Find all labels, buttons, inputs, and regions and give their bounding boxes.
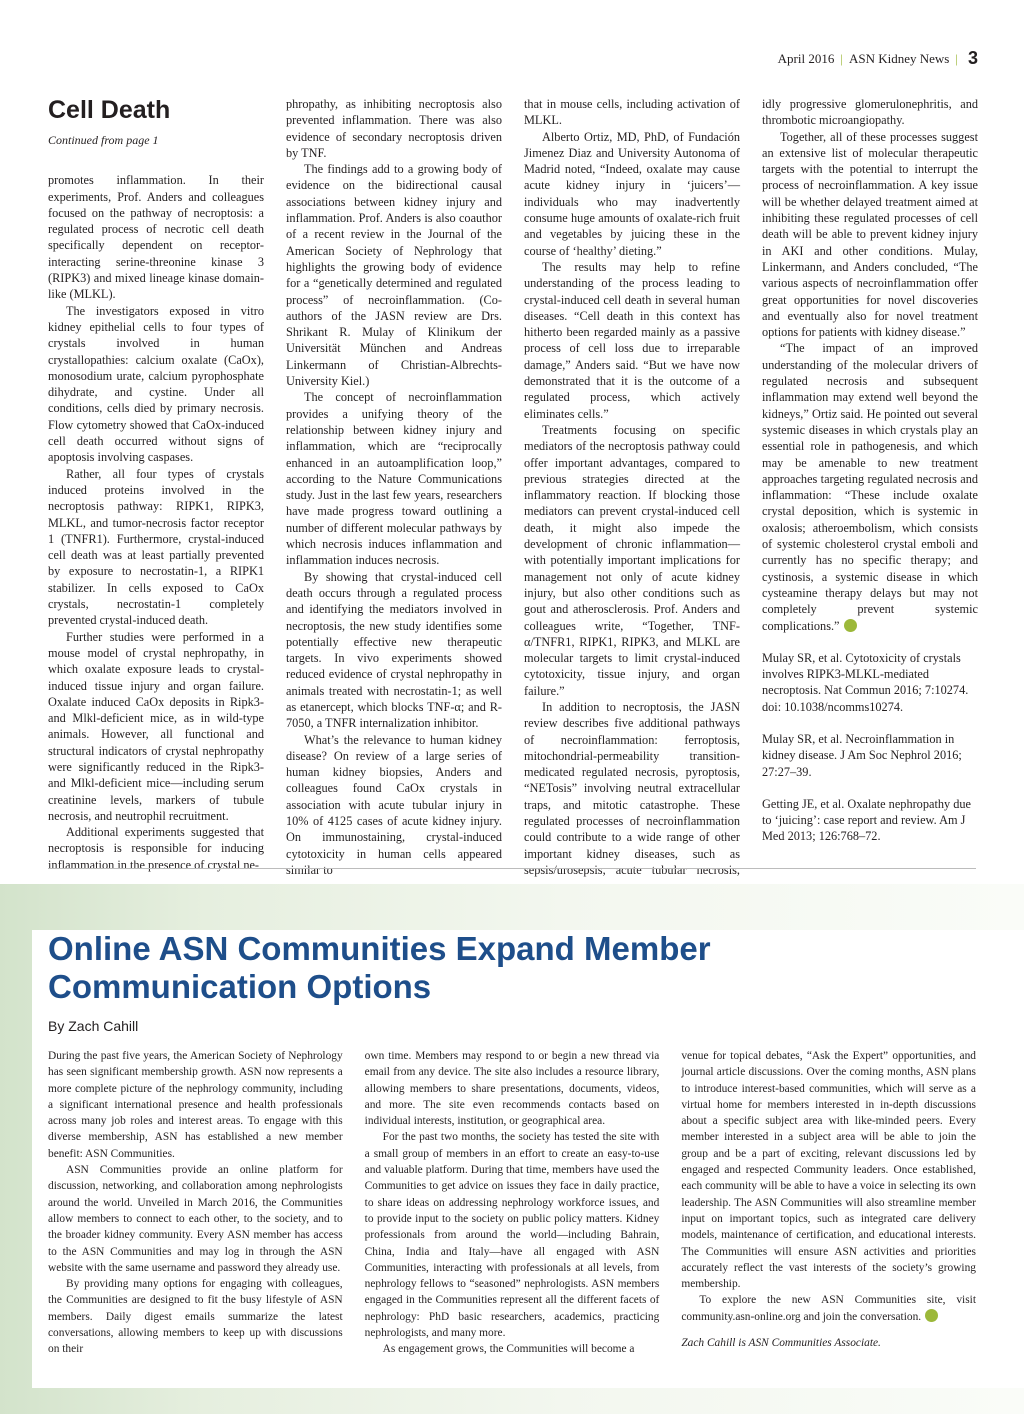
paragraph: phropathy, as inhibiting necroptosis also prevented inflammation. There was also evidence of secondary necroptosis driven by TNF. bbox=[286, 97, 502, 160]
continued-note: Continued from page 1 bbox=[48, 133, 159, 147]
article-column-1 bbox=[48, 96, 264, 895]
paragraph: Treatments focusing on specific mediators of the necroptosis pathway could offer important advantages, compared to previous strategies directed at the inflammatory reaction. If blocking those mediators can prevent crystal-induced cell death, it might also impede the development of chronic inflammation—with potentially important implications for management not only of acute kidney injury, but also other conditions such as gout and atherosclerosis. Prof. Anders and colleagues write, “Together, TNF-α/TNFR1, RIPK1, RIPK3, and MLKL are molecular targets to limit crystal-induced cytotoxicity, tissue injury, and organ failure.” bbox=[524, 422, 740, 698]
asn-column-3 bbox=[681, 1048, 976, 1358]
issue-date: April 2016 bbox=[777, 50, 835, 66]
byline: By Zach Cahill bbox=[48, 1018, 139, 1034]
paragraph: venue for topical debates, “Ask the Expert” opportunities, and journal article discussions. Over the coming months, ASN plans to introduce interest-based communities, which will serve as a virtual home for members interested in in-depth discussions about a specific subject area with like-minded peers. Every member interested in a subject area will be able to join the group and be a part of exciting, relevant discussions led by engaged and respected Community leaders. Once established, each community will be able to have a voice in selecting its own leadership. The ASN Communities will also streamline member input on important topics, such as integrated care delivery models, maintenance of certification, and educational interests. The Communities will ensure ASN activities and priorities accurately reflect the vast interests of the society’s growing membership. bbox=[681, 1050, 976, 1291]
paragraph: During the past five years, the American Society of Nephrology has seen significant membership growth. ASN now represents a more complete picture of the nephrology community, including a significant international presence and health professionals across many job roles and interest areas. To engage with this diverse membership, ASN has established a new member benefit: ASN Communities. bbox=[48, 1050, 343, 1160]
asn-column-2 bbox=[365, 1048, 660, 1358]
paragraph: ASN Communities provide an online platform for discussion, networking, and collaboration among nephrologists around the world. Unveiled in March 2016, the Communities allow members to connect to each other, to the society, and to the broader kidney community. Every ASN member has access to the ASN Communities and may log in through the ASN website with the same username and password they already use. bbox=[48, 1164, 343, 1274]
paragraph: In addition to necroptosis, the JASN review describes five additional pathways of necroinflammation: ferroptosis, mitochondrial-permeability transition-medicated regulated necrosis, pyroptosis, “NETosis” involving neutral extracellular traps, and mitotic catastrophe. These regulated processes of necroinflammation could contribute to a wide range of other important kidney diseases, such as sepsis/urosepsis, acute tubular necrosis, bbox=[524, 699, 740, 877]
asn-article-body bbox=[48, 1048, 976, 1358]
paragraph: The findings add to a growing body of evidence on the bidirectional causal associations between kidney injury and inflammation. Prof. Anders is also coauthor of a recent review in the Journal of the American Society of Nephrology that highlights the growing body of evidence for a “genetically determined and regulated process” of necroinflammation. (Co-authors of the JASN review are Drs. Shrikant R. Mulay of Klinikum der Universität München and Andreas Linkermann of Christian-Albrechts-University Kiel.) bbox=[286, 162, 502, 389]
header-separator-2: | bbox=[955, 50, 958, 66]
paragraph: Alberto Ortiz, MD, PhD, of Fundación Jimenez Diaz and University Autonoma of Madrid noted, “Indeed, oxalate may cause acute kidney injury in ‘juicers’—individuals who may inadvertently consume huge amounts of oxalate-rich fruit and vegetables by juicing these in the course of ‘healthy’ dieting.” bbox=[524, 129, 740, 258]
asn-article-title: Online ASN Communities Expand Member Communication Options bbox=[48, 930, 711, 1005]
article-column-3 bbox=[524, 96, 740, 895]
paragraph: idly progressive glomerulonephritis, and thrombotic microangiopathy. bbox=[762, 97, 978, 128]
paragraph: By providing many options for engaging with colleagues, the Communities are designed to fit the busy lifestyle of ASN members. Daily digest emails summarize the latest conversations, allowing members to keep up with discussions on their bbox=[48, 1278, 343, 1356]
running-header bbox=[778, 48, 978, 69]
reference: Mulay SR, et al. Cytotoxicity of crystals involves RIPK3-MLKL-mediated necroptosis. Nat Commun 2016; 7:10274. doi: 10.1038/ncomms10274. bbox=[762, 650, 969, 714]
paragraph: As engagement grows, the Communities will become a bbox=[382, 1343, 635, 1356]
asn-column-1 bbox=[48, 1048, 343, 1358]
paragraph: The investigators exposed in vitro kidney epithelial cells to four types of crystals involved in human crystallopathies: calcium oxalate (CaOx), monosodium urate, calcium pyrophosphate dihydrate, and cystine. Under all conditions, cells died by primary necrosis. Flow cytometry showed that CaOx-induced cell death occurred without signs of apoptosis involving caspases. bbox=[48, 303, 264, 465]
paragraph: For the past two months, the society has tested the site with a small group of members in an effort to create an easy-to-use and valuable platform. During that time, members have used the Communities to get advice on issues they face in daily practice, to share ideas on addressing nephrology workforce issues, and to provide input to the society on public policy matters. Kidney professionals from around the world—including Bahrain, China, India and Italy—have all engaged with ASN Communities, interacting with professionals at all levels, from nephrology fellows to “seasoned” nephrologists. ASN members engaged in the Communities represent all the different facets of nephrology: PhD basic researchers, academics, practicing nephrologists, and many more. bbox=[364, 1131, 660, 1340]
paragraph: promotes inflammation. In their experiments, Prof. Anders and colleagues focused on the pathway of necroptosis: a regulated process of necrotic cell death specifically dependent on receptor-interacting serine-threonine kinase 3 (RIPK3) and mixed lineage kinase domain-like (MLKL). bbox=[48, 173, 264, 302]
article-column-4 bbox=[762, 96, 978, 895]
paragraph: What’s the relevance to human kidney disease? On review of a large series of human kidney biopsies, Anders and colleagues found CaOx crystals in association with acute tubular injury in 10% of 4125 cases of acute kidney injury. On immunostaining, crystal-induced cytotoxicity in human cells appeared similar to bbox=[286, 732, 502, 877]
paragraph: The concept of necroinflammation provides a unifying theory of the relationship between kidney injury and inflammation, which are “reciprocally enhanced in an autoamplification loop,” according to the Nature Communications study. Just in the last few years, researchers have made progress toward outlining a number of different molecular pathways by which necrosis induces inflammation and inflammation induces necrosis. bbox=[286, 390, 502, 568]
cell-death-article bbox=[48, 96, 978, 895]
article-column-2 bbox=[286, 96, 502, 895]
reference: Getting JE, et al. Oxalate nephropathy due to ‘juicing’: case report and review. Am J Med 2013; 126:768–72. bbox=[762, 796, 971, 844]
paragraph: The results may help to refine understanding of the process leading to crystal-induced cell death in several human diseases. “Cell death in this context has hitherto been regarded mainly as a passive process of cell loss due to irreparable damage,” Anders said. “But we have now demonstrated that it is the outcome of a regulated process, which actively eliminates cells.” bbox=[524, 259, 740, 421]
author-note: Zach Cahill is ASN Communities Associate. bbox=[681, 1337, 881, 1350]
paragraph: Together, all of these processes suggest an extensive list of molecular therapeutic targets with the potential to interrupt the process of necroinflammation. A key issue will be whether delayed treatment aimed at inhibiting these regulated processes of cell death will be able to prevent kidney injury in AKI and other conditions. Mulay, Linkermann, and Anders concluded, “The various aspects of necroinflammation offer great opportunities for novel discoveries and eventually also for novel treatment options for patients with kidney disease.” bbox=[762, 129, 978, 340]
header-separator: | bbox=[840, 50, 843, 66]
paragraph: Further studies were performed in a mouse model of crystal nephropathy, in which oxalate exposure leads to crystal-induced tissue injury and organ failure. Oxalate induced CaOx deposits in Ripk3- and Mlkl-deficient mice, as in wild-type animals. However, all functional and structural indicators of crystal nephropathy were significantly reduced in the Ripk3- and Mlkl-deficient mice—including serum creatinine levels, markers of tubule necrosis, and neutrophil recruitment. bbox=[48, 629, 264, 823]
paragraph: Rather, all four types of crystals induced proteins involved in the necroptosis pathway: RIPK1, RIPK3, MLKL, and tumor-necrosis factor receptor 1 (TNFR1). Furthermore, crystal-induced cell death was at least partially prevented by exposure to necrostatin-1, a RIPK1 stabilizer. In cells exposed to CaOx crystals, necrostatin-1 completely prevented crystal-induced death. bbox=[48, 466, 264, 628]
paragraph: own time. Members may respond to or begin a new thread via email from any device. The site also includes a resource library, allowing members to share presentations, documents, videos, and more. The site even recommends contacts based on individual interests, institution, or geographical area. bbox=[364, 1050, 660, 1128]
section-title: Cell Death bbox=[48, 96, 171, 124]
page-number: 3 bbox=[967, 48, 978, 68]
paragraph bbox=[762, 340, 978, 633]
paragraph: Additional experiments suggested that necroptosis is responsible for inducing inflammation in the presence of crystal ne- bbox=[48, 825, 264, 872]
reference: Mulay SR, et al. Necroinflammation in kidney disease. J Am Soc Nephrol 2016; 27:27–39. bbox=[762, 731, 962, 779]
end-of-article-icon bbox=[925, 1309, 938, 1322]
paragraph: that in mouse cells, including activation of MLKL. bbox=[524, 97, 740, 128]
paragraph-text: “The impact of an improved understanding of the molecular drivers of regulated necrosis and subsequent inflammation may extend well beyond the kidneys,” Ortiz said. He pointed out several systemic diseases in which crystals play an essential role in pathogenesis, and which may be amenable to new treatment approaches targeting regulated necrosis and inflammation: “These include oxalate crystal deposition, which is systemic in oxalosis; atheroembolism, which consists of systemic cholesterol crystal emboli and currently has no specific therapy; and cystinosis, a systemic disease in which cysteamine therapy delays but may not completely prevent systemic complications.” bbox=[762, 341, 978, 633]
paragraph-text: To explore the new ASN Communities site, visit community.asn-online.org and join the conversation. bbox=[681, 1294, 976, 1323]
end-of-article-icon bbox=[844, 619, 857, 632]
paragraph bbox=[681, 1292, 976, 1325]
paragraph: By showing that crystal-induced cell death occurs through a regulated process and identifying the mediators involved in necroptosis, the new study identifies some potentially effective new therapeutic targets. In vivo experiments showed reduced evidence of crystal nephropathy in animals treated with necrostatin-1; as well as etanercept, which blocks TNF-α; and R-7050, a TNFR internalization inhibitor. bbox=[286, 569, 502, 731]
publication-name: ASN Kidney News bbox=[848, 50, 950, 66]
section-divider bbox=[48, 868, 976, 869]
